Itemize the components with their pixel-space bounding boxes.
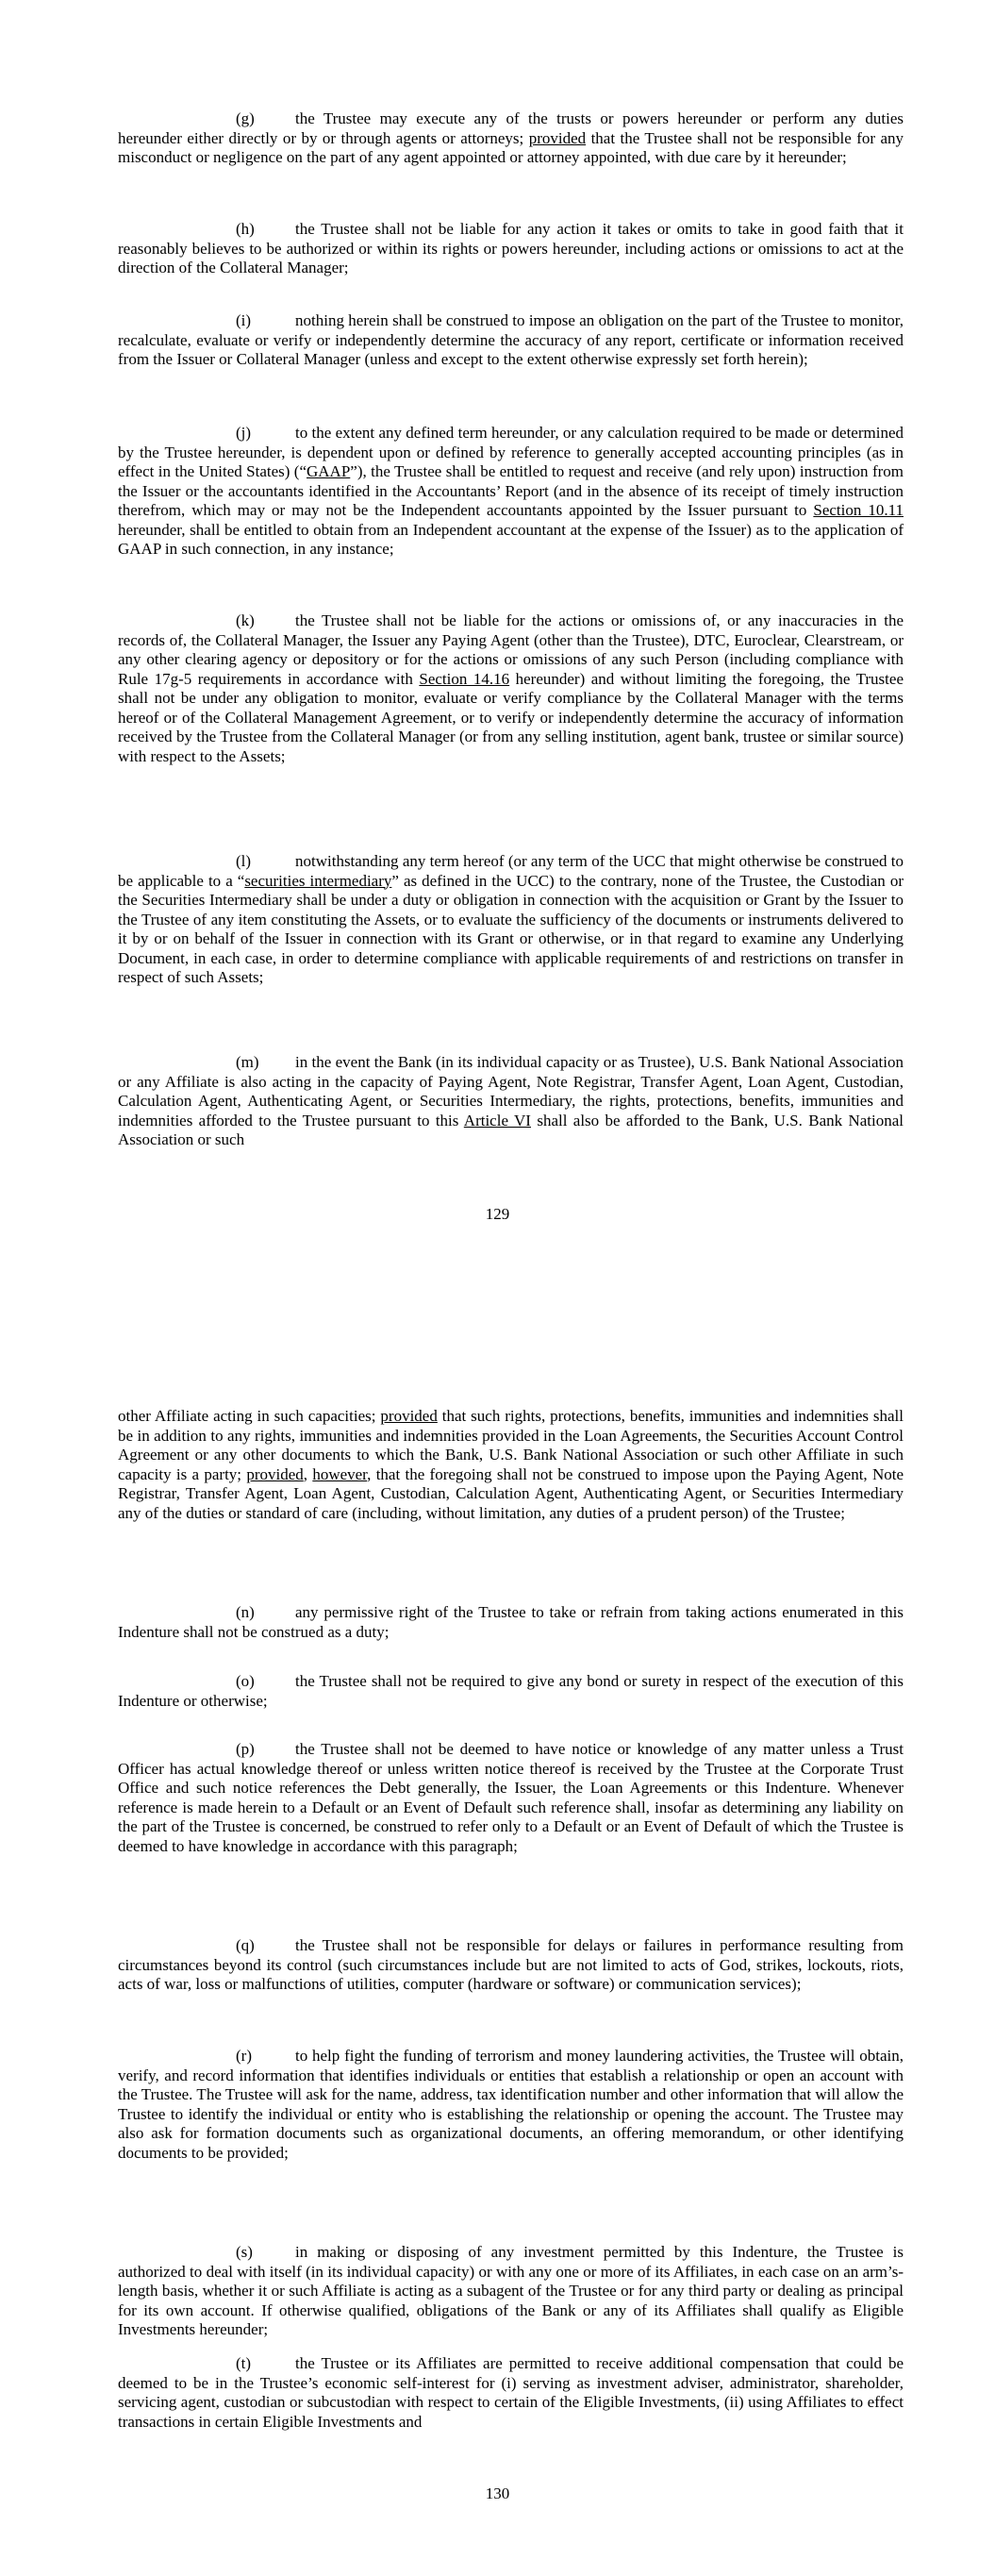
clause-q: (q) the Trustee shall not be responsible for delays or failures in performance resulting from circumstances beyond its control (such circumstances include but are not limited to acts of God, strikes, lockouts, riots, acts of war, loss or malfunctions of utilities, computer (hardware or software) or communication services); — [118, 1936, 904, 1993]
page-number: 129 — [485, 1205, 510, 1223]
clause-s: (s) in making or disposing of any investment permitted by this Indenture, the Trustee is authorized to deal with itself (in its individual capacity) or with any one or more of its Affiliates, in each case on an arm’s-length basis, whether it or such Affiliate is acting as a subagent of the Trustee or for any third party or dealing as principal for its own account. If otherwise qualified, obligations of the Bank or any of its Affiliates shall qualify as Eligible Investments hereunder; — [118, 2243, 904, 2338]
clause-k: (k) the Trustee shall not be liable for the actions or omissions of, or any inaccuracies in the records of, the Collateral Manager, the Issuer any Paying Agent (other than the Trustee), DTC, Euroclear, Clearstream, or any other clearing agency or depository or for the actions or omissions of any such Person (including compliance with Rule 17g-5 requirements in accordance with Section 14.16 hereunder) and without limiting the foregoing, the Trustee shall not be under any obligation to monitor, evaluate or verify compliance by the Collateral Manager with the terms hereof or of the Collateral Management Agreement, or to verify or independently determine the accuracy of information received by the Trustee from the Collateral Manager (or from any selling institution, agent bank, trustee or similar source) with respect to the Assets; — [118, 611, 904, 765]
clause-l: (l) notwithstanding any term hereof (or any term of the UCC that might otherwise be construed to be applicable to a “securities intermediary” as defined in the UCC) to the contrary, none of the Trustee, the Custodian or the Securities Intermediary shall be under a duty or obligation in connection with the acquisition or Grant by the Issuer to the Trustee of any item constituting the Assets, or to evaluate the sufficiency of the documents or instruments delivered to it by or on behalf of the Issuer in connection with its Grant or otherwise, or in that regard to examine any Underlying Document, in each case, in order to determine compliance with applicable requirements of and restrictions on transfer in respect of such Assets; — [118, 852, 904, 986]
clause-t: (t) the Trustee or its Affiliates are permitted to receive additional compensation that could be deemed to be in the Trustee’s economic self-interest for (i) serving as investment adviser, administrator, shareholder, servicing agent, custodian or subcustodian with respect to certain of the Eligible Investments, (ii) using Affiliates to effect transactions in certain Eligible Investments and — [118, 2354, 904, 2431]
clause-n: (n) any permissive right of the Trustee to take or refrain from taking actions enumerated in this Indenture shall not be construed as a duty; — [118, 1603, 904, 1641]
clause-m-continued: other Affiliate acting in such capacities; provided that such rights, protections, benefits, immunities and indemnities shall be in addition to any rights, immunities and indemnities provided in the Loan Agreements, the Securities Account Control Agreement or any other documents to which the Bank, U.S. Bank National Association or such other Affiliate in such capacity is a party; provided, however, that the foregoing shall not be construed to impose upon the Paying Agent, Note Registrar, Transfer Agent, Loan Agent, Custodian, Calculation Agent, Authenticating Agent, or Securities Intermediary any of the duties or standard of care (including, without limitation, any duties of a prudent person) of the Trustee; — [118, 1407, 904, 1522]
clause-p: (p) the Trustee shall not be deemed to have notice or knowledge of any matter unless a Trust Officer has actual knowledge thereof or unless written notice thereof is received by the Trustee at the Corporate Trust Office and such notice references the Debt generally, the Issuer, the Loan Agreements or this Indenture. Whenever reference is made herein to a Default or an Event of Default such reference shall, insofar as determining any liability on the part of the Trustee is concerned, be construed to refer only to a Default or an Event of Default of which the Trustee is deemed to have knowledge in accordance with this paragraph; — [118, 1740, 904, 1855]
page-130 — [0, 1288, 995, 2576]
clause-g: (g) the Trustee may execute any of the trusts or powers hereunder or perform any duties hereunder either directly or by or through agents or attorneys; provided that the Trustee shall not be responsible for any misconduct or negligence on the part of any agent appointed or attorney appointed, with due care by it hereunder; — [118, 109, 904, 166]
clause-i: (i) nothing herein shall be construed to impose an obligation on the part of the Trustee to monitor, recalculate, evaluate or verify or independently determine the accuracy of any report, certificate or information received from the Issuer or Collateral Manager (unless and except to the extent otherwise expressly set forth herein); — [118, 311, 904, 368]
clause-h: (h) the Trustee shall not be liable for any action it takes or omits to take in good faith that it reasonably believes to be authorized or within its rights or powers hereunder, including actions or omissions to act at the direction of the Collateral Manager; — [118, 220, 904, 276]
clause-r: (r) to help fight the funding of terrorism and money laundering activities, the Trustee will obtain, verify, and record information that identifies individuals or entities that establish a relationship or open an account with the Trustee. The Trustee will ask for the name, address, tax identification number and other information that will allow the Trustee to identify the individual or entity who is establishing the relationship or opening the account. The Trustee may also ask for formation documents such as organizational documents, an offering memorandum, or other identifying documents to be provided; — [118, 2047, 904, 2162]
page-number: 130 — [485, 2484, 510, 2502]
clause-o: (o) the Trustee shall not be required to give any bond or surety in respect of the execution of this Indenture or otherwise; — [118, 1672, 904, 1710]
clause-j: (j) to the extent any defined term hereunder, or any calculation required to be made or determined by the Trustee hereunder, is dependent upon or defined by reference to generally accepted accounting principles (as in effect in the United States) (“GAAP”), the Trustee shall be entitled to request and receive (and rely upon) instruction from the Issuer or the accountants identified in the Accountants’ Report (and in the absence of its receipt of timely instruction therefrom, which may or may not be the Independent accountants appointed by the Issuer pursuant to Section 10.11 hereunder, shall be entitled to obtain from an Independent accountant at the expense of the Issuer) as to the application of GAAP in such connection, in any instance; — [118, 424, 904, 558]
clause-m: (m) in the event the Bank (in its individual capacity or as Trustee), U.S. Bank National Association or any Affiliate is also acting in the capacity of Paying Agent, Note Registrar, Transfer Agent, Loan Agent, Custodian, Calculation Agent, Authenticating Agent, or Securities Intermediary, the rights, protections, benefits, immunities and indemnities afforded to the Trustee pursuant to this Article VI shall also be afforded to the Bank, U.S. Bank National Association or such — [118, 1053, 904, 1148]
